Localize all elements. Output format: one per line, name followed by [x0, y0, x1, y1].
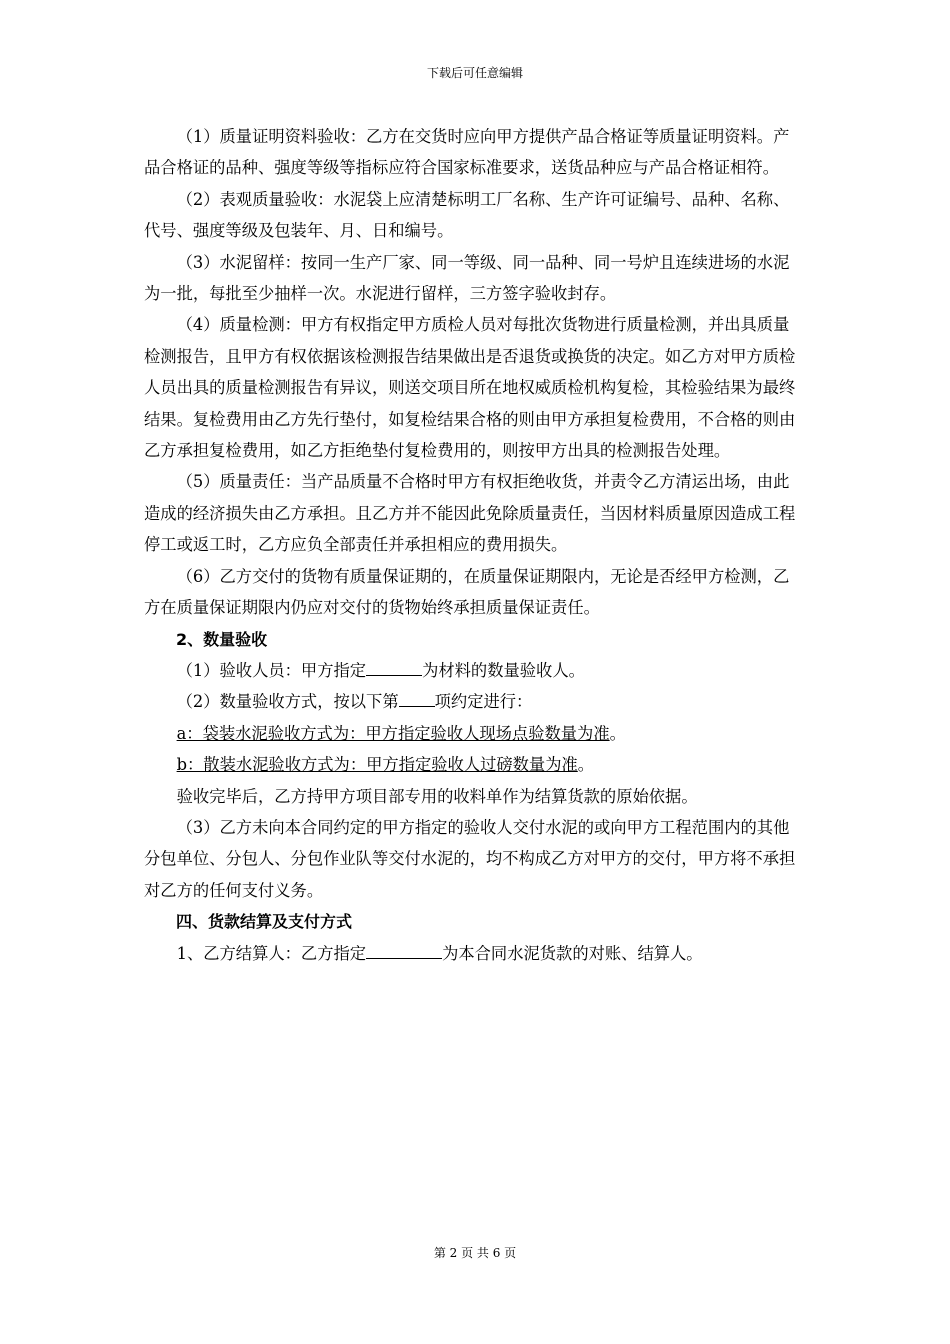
- clause-quality-certificate: （1）质量证明资料验收：乙方在交货时应向甲方提供产品合格证等质量证明资料。产品合格证的品种、强度等级等指标应符合国家标准要求，送货品种应与产品合格证相符。: [144, 127, 790, 178]
- clause-after-inspection: 验收完毕后，乙方持甲方项目部专用的收料单作为结算货款的原始依据。: [176, 786, 698, 806]
- clause-quality-testing: （4）质量检测：甲方有权指定甲方质检人员对每批次货物进行质量检测，并出具质量检测报告，且甲方有权依据该检测报告结果做出是否退货或换货的决定。如乙方对甲方质检人员出具的质量检测报告有异议，则送交项目所在地权威质检机构复检，其检验结果为最终结果。复检费用由乙方先行垫付，如复检结果合格的则由甲方承担复检费用，不合格的则由乙方承担复检费用，如乙方拒绝垫付复检费用的，则按甲方出具的检测报告处理。: [144, 315, 796, 461]
- clause-delivery-exclusion: （3）乙方未向本合同约定的甲方指定的验收人交付水泥的或向甲方工程范围内的其他分包单位、分包人、分包作业队等交付水泥的，均不构成乙方对甲方的交付，甲方将不承担对乙方的任何支付义务。: [144, 817, 796, 900]
- option-b-end: 。: [577, 755, 595, 775]
- blank-field-settlement: [366, 940, 442, 958]
- clause-appearance-check: （2）表观质量验收：水泥袋上应清楚标明工厂名称、生产许可证编号、品种、名称、代号、强度等级及包装年、月、日和编号。: [144, 189, 790, 241]
- option-a-end: 。: [609, 723, 626, 743]
- blank-field-option: [399, 689, 435, 707]
- page-header: 下载后可任意编辑: [426, 66, 523, 80]
- clause-inspector-post: 为材料的数量验收人。: [422, 660, 585, 680]
- clause-settlement-post: 为本合同水泥货款的对账、结算人。: [442, 943, 703, 963]
- clause-warranty-period: （6）乙方交付的货物有质量保证期的，在质量保证期限内，无论是否经甲方检测，乙方在质量保证期限内仍应对交付的货物始终承担质量保证责任。: [144, 566, 790, 618]
- section-heading-payment: 四、货款结算及支付方式: [176, 912, 353, 932]
- clause-method-pre: （2）数量验收方式，按以下第: [176, 692, 399, 712]
- clause-quality-liability: （5）质量责任：当产品质量不合格时甲方有权拒绝收货，并责令乙方清运出场，由此造成的经济损失由乙方承担。且乙方并不能因此免除质量责任，当因材料质量原因造成工程停工或返工时，乙方应负全部责任并承担相应的费用损失。: [144, 472, 796, 555]
- option-a-text: a：袋装水泥验收方式为：甲方指定验收人现场点验数量为准: [176, 723, 610, 743]
- clause-method-post: 项约定进行：: [434, 692, 533, 712]
- option-b-bulk: [144, 749, 804, 780]
- clause-inspector: [144, 655, 804, 686]
- document-body: [144, 121, 804, 969]
- clause-settlement-person: [144, 938, 804, 969]
- option-a-bagged: [144, 718, 804, 749]
- blank-field-inspector: [366, 658, 422, 676]
- clause-method: [144, 686, 804, 717]
- clause-sample-retention: （3）水泥留样：按同一生产厂家、同一等级、同一品种、同一号炉且连续进场的水泥为一批，每批至少抽样一次。水泥进行留样，三方签字验收封存。: [144, 252, 790, 304]
- clause-settlement-pre: 1、乙方结算人：乙方指定: [176, 943, 367, 963]
- option-b-text: b：散装水泥验收方式为：甲方指定验收人过磅数量为准: [176, 755, 578, 775]
- section-heading-quantity: 2、数量验收: [176, 629, 268, 649]
- clause-inspector-pre: （1）验收人员：甲方指定: [176, 660, 367, 680]
- page-footer: 第 2 页 共 6 页: [433, 1246, 517, 1260]
